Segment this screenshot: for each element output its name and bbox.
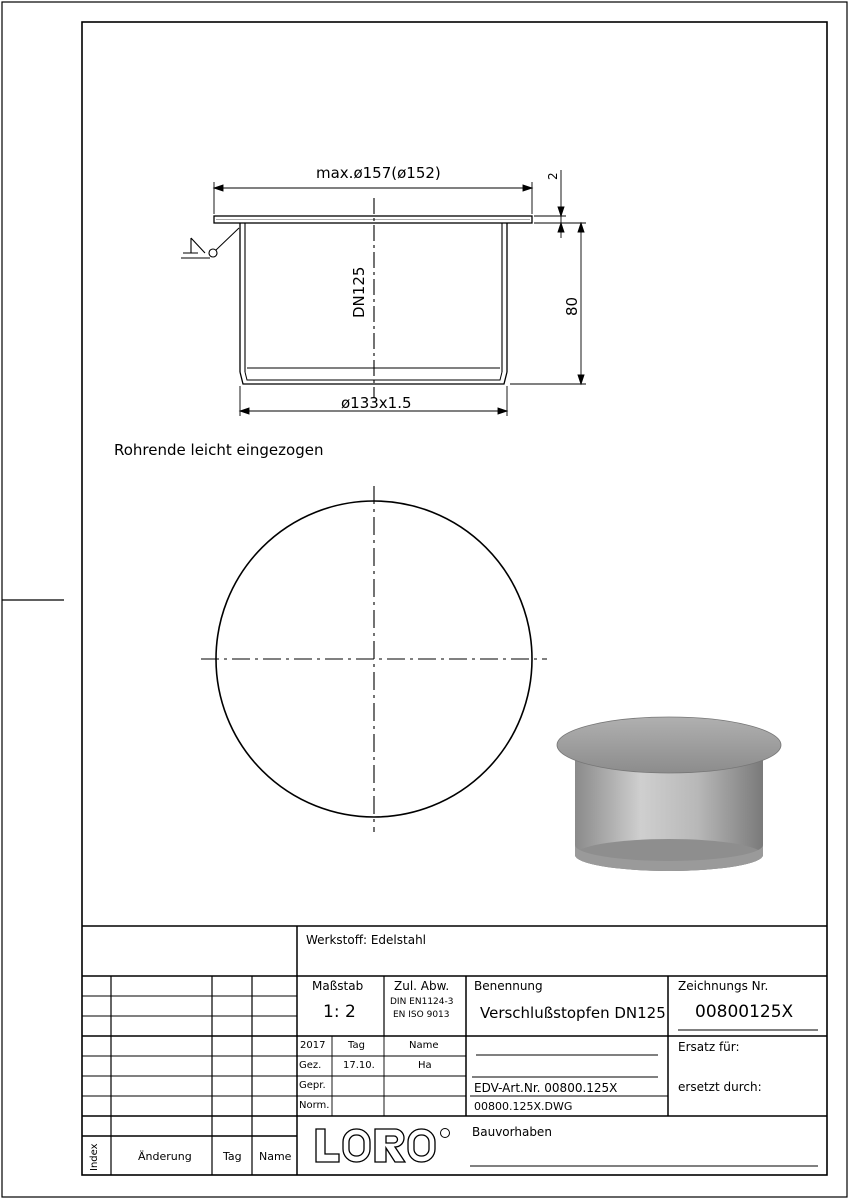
massstab-value: 1: 2 <box>323 1002 356 1022</box>
werkstoff-field: Werkstoff: Edelstahl <box>306 933 427 947</box>
gez-label: Gez. <box>299 1060 322 1071</box>
gez-name: Ha <box>418 1060 432 1071</box>
drawing-note: Rohrende leicht eingezogen <box>114 441 324 459</box>
dim-flange-label: 2 <box>546 172 560 180</box>
dim-height-label: 80 <box>563 296 581 316</box>
index-label: Index <box>89 1143 100 1171</box>
zul-abw-norm-2: EN ISO 9013 <box>393 1010 450 1020</box>
loro-logo <box>316 1129 450 1163</box>
massstab-label: Maßstab <box>312 979 364 993</box>
product-render <box>557 717 781 871</box>
gez-tag: 17.10. <box>343 1060 375 1071</box>
dwg-filename: 00800.125X.DWG <box>474 1100 573 1113</box>
zeichnungs-value: 00800125X <box>695 1002 794 1022</box>
dim-top-label: max.ø157(ø152) <box>316 164 441 182</box>
aenderung-label: Änderung <box>138 1150 192 1163</box>
gepr-label: Gepr. <box>299 1080 326 1091</box>
zul-abw-norm-1: DIN EN1124-3 <box>390 997 454 1007</box>
bauvorhaben-label: Bauvorhaben <box>472 1125 552 1139</box>
dim-center-label: DN125 <box>350 266 368 318</box>
zul-abw-label: Zul. Abw. <box>394 979 450 993</box>
ersetzt-label: ersetzt durch: <box>678 1080 762 1094</box>
zeichnungs-label: Zeichnungs Nr. <box>678 979 769 993</box>
year-cell: 2017 <box>300 1040 326 1051</box>
dim-bottom-label: ø133x1.5 <box>341 394 412 412</box>
edv-art-number: EDV-Art.Nr. 00800.125X <box>474 1081 618 1095</box>
norm-label: Norm. <box>299 1100 330 1111</box>
revision-tag-label: Tag <box>223 1150 242 1163</box>
benennung-value: Verschlußstopfen DN125 <box>480 1004 666 1022</box>
top-view <box>201 486 547 832</box>
revision-name-label: Name <box>259 1150 292 1163</box>
dimension-lines <box>214 170 586 416</box>
tag-header: Tag <box>348 1040 365 1051</box>
ersatz-label: Ersatz für: <box>678 1040 740 1054</box>
name-header: Name <box>409 1040 439 1051</box>
benennung-label: Benennung <box>474 979 543 993</box>
